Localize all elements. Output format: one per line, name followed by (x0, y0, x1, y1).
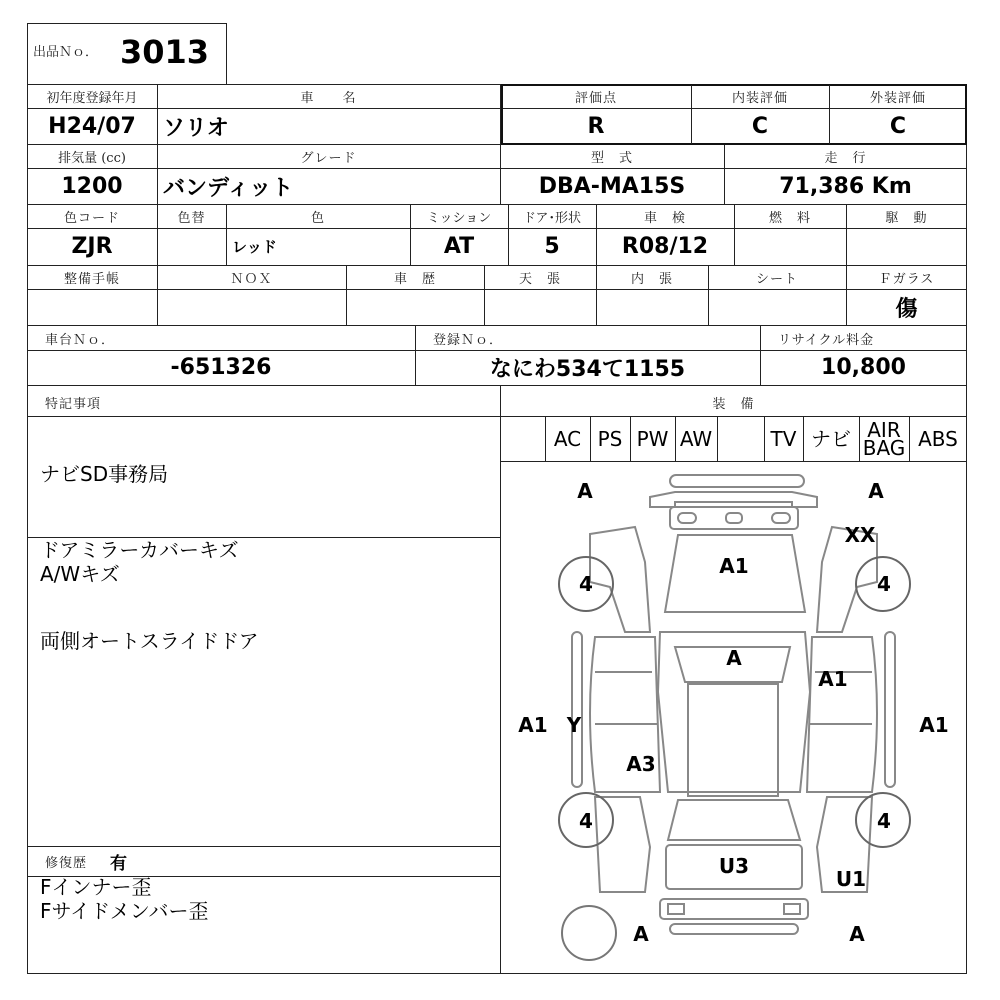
mileage-value: 71,386 Km (779, 173, 912, 199)
lot-label: 出品Ｎｏ． (33, 44, 99, 60)
lot-number: 3013 (120, 33, 210, 71)
interior-trim-label: 内 張 (630, 272, 673, 287)
roof-label: 天 張 (518, 272, 561, 287)
damage-rear-right: U1 (835, 867, 867, 891)
damage-rear-left-tire: 4 (579, 809, 593, 833)
grade-label: グレード (300, 151, 357, 166)
car-name-label: 車 名 (300, 91, 357, 106)
equipment-item: AW (679, 427, 713, 451)
score-value: R (587, 113, 605, 139)
damage-rear-gate: U3 (718, 854, 750, 878)
equipment-item (500, 417, 545, 461)
f-glass-value: 傷 (895, 296, 918, 322)
equipment-item: TV (770, 427, 797, 451)
damage-rear-left-corner: A (633, 922, 649, 946)
displacement-value: 1200 (61, 173, 123, 199)
model-value: DBA-MA15S (538, 173, 686, 199)
transmission-label: ミッション (426, 211, 492, 226)
fuel-label: 燃 料 (768, 211, 811, 226)
f-glass-label: Ｆガラス (878, 272, 935, 287)
interior-label: 内装評価 (731, 91, 788, 106)
interior-value: C (751, 113, 769, 139)
displacement-label: 排気量 (cc) (58, 151, 126, 166)
grade-value: バンディット (163, 175, 294, 201)
door-shape-value: 5 (544, 234, 560, 259)
equipment-item: PS (597, 427, 623, 451)
exterior-value: C (889, 113, 907, 139)
recycle-label: リサイクル料金 (778, 332, 875, 348)
equipment-label: 装 備 (712, 396, 755, 412)
door-shape-label: ドア･形状 (522, 211, 582, 226)
maintenance-label: 整備手帳 (63, 272, 120, 287)
damage-front-right-tire: 4 (877, 572, 891, 596)
repair-label: 修復歴 (45, 856, 88, 871)
color-code-label: 色コード (63, 211, 120, 226)
equipment-item: ABS (918, 427, 958, 451)
color-change-value (157, 228, 226, 265)
damage-roof-front: A (726, 646, 742, 670)
drive-label: 駆 動 (885, 211, 928, 226)
color-change-label: 色替 (177, 211, 206, 226)
repair-value: 有 (110, 854, 127, 874)
damage-hood: A1 (719, 554, 749, 578)
damage-front-right-corner: A (868, 479, 884, 503)
mileage-label: 走 行 (824, 151, 867, 166)
exterior-label: 外装評価 (869, 91, 926, 106)
damage-left-side: A1 (518, 713, 548, 737)
inspection-value: R08/12 (621, 234, 709, 259)
notes-label: 特記事項 (45, 396, 102, 412)
chassis-no-label: 車台Ｎｏ． (45, 332, 116, 348)
note-block-2: ドアミラーカバーキズ A/Wキズ (40, 538, 239, 586)
car-name-value: ソリオ (163, 115, 229, 141)
equipment-item (717, 417, 764, 461)
repair-details: Fインナー歪 Fサイドメンバー歪 (40, 875, 209, 923)
damage-left-side-mark: Y (566, 713, 582, 737)
fuel-value (734, 228, 846, 265)
transmission-value: AT (443, 234, 475, 259)
reg-no-label: 登録Ｎｏ． (433, 332, 504, 348)
note-line-1: ナビSD事務局 (40, 462, 169, 486)
damage-front-right-fender: XX (844, 523, 876, 547)
history-label: 車 歴 (393, 272, 436, 287)
color-code-value: ZJR (71, 234, 113, 259)
chassis-no-value: -651326 (170, 355, 272, 380)
note-line-3: 両側オートスライドドア (40, 629, 259, 653)
seat-label: シート (755, 272, 798, 287)
color-label: 色 (310, 211, 325, 226)
equipment-item: ナビ (811, 427, 851, 451)
nox-label: ＮＯＸ (230, 272, 273, 287)
drive-value (846, 228, 967, 265)
equipment-item: PW (636, 427, 669, 451)
first-reg-label: 初年度登録年月 (46, 91, 138, 106)
score-label: 評価点 (574, 91, 617, 106)
equipment-item: AIR BAG (862, 418, 906, 460)
inspection-label: 車 検 (643, 211, 686, 226)
equipment-item: AC (553, 427, 582, 451)
recycle-value: 10,800 (821, 355, 906, 380)
model-label: 型 式 (590, 151, 633, 166)
damage-rear-right-tire: 4 (877, 809, 891, 833)
damage-rear-right-corner: A (849, 922, 865, 946)
damage-front-left-tire: 4 (579, 572, 593, 596)
damage-left-mid: A3 (626, 752, 656, 776)
damage-front-left-corner: A (577, 479, 593, 503)
reg-no-value: なにわ534て1155 (489, 357, 686, 382)
damage-right-side: A1 (919, 713, 949, 737)
damage-right-mid: A1 (818, 667, 848, 691)
first-reg-value: H24/07 (48, 113, 136, 139)
color-value: レッド (232, 238, 277, 256)
